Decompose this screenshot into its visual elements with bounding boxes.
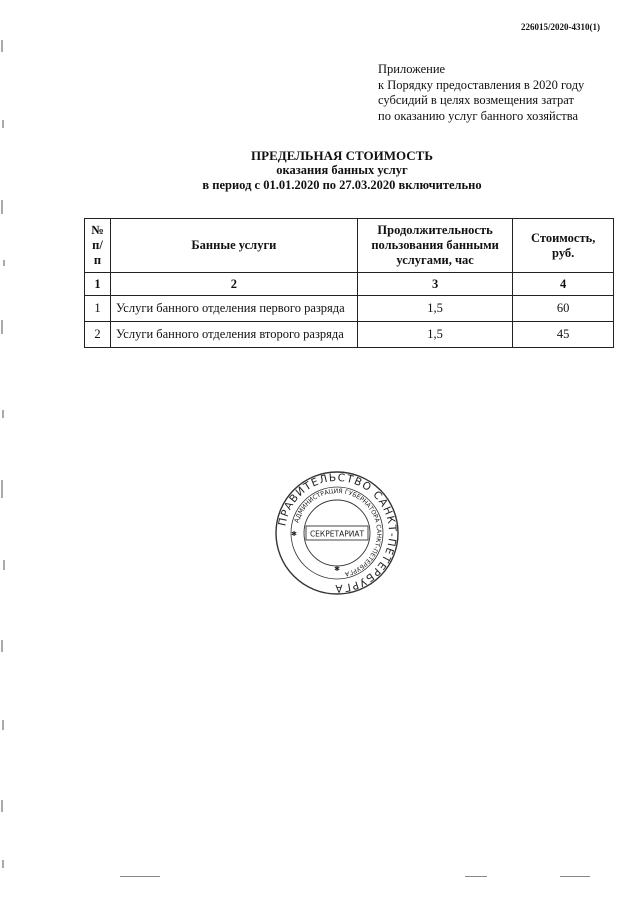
appendix-line: к Порядку предоставления в 2020 году [378, 77, 585, 92]
scan-footer-mark [560, 876, 590, 877]
svg-text:СЕКРЕТАРИАТ: СЕКРЕТАРИАТ [309, 529, 365, 539]
scan-edge-marks [0, 0, 8, 905]
title-period: в период с 01.01.2020 по 27.03.2020 включительно [202, 178, 482, 192]
appendix-line: по оказанию услуг банного хозяйства [378, 108, 579, 123]
appendix-note [378, 62, 618, 124]
table-row [85, 296, 614, 322]
duration-value: 1,5 [357, 322, 513, 348]
header-number: № п/п [85, 219, 111, 273]
column-number: 2 [110, 273, 357, 296]
appendix-line: субсидий в целях возмещения затрат [378, 93, 574, 107]
title-subtitle: оказания банных услуг [276, 163, 408, 177]
column-number: 3 [357, 273, 513, 296]
scan-footer-mark [120, 876, 160, 877]
duration-value: 1,5 [357, 296, 513, 322]
header-price: Стоимость, руб. [513, 219, 614, 273]
svg-text:✱: ✱ [334, 565, 340, 573]
official-seal [274, 470, 400, 596]
table-row [85, 322, 614, 348]
document-number: 226015/2020-4310(1) [521, 22, 600, 32]
service-name: Услуги банного отделения второго разряда [110, 322, 357, 348]
table-header-row [85, 219, 614, 273]
header-service: Банные услуги [110, 219, 357, 273]
scan-footer-mark [465, 876, 487, 877]
price-value: 60 [513, 296, 614, 322]
price-value: 45 [513, 322, 614, 348]
svg-text:✱: ✱ [291, 530, 297, 538]
row-number: 2 [85, 322, 111, 348]
column-number: 4 [513, 273, 614, 296]
column-number: 1 [85, 273, 111, 296]
document-title [0, 148, 640, 193]
column-number-row [85, 273, 614, 296]
svg-text:АДМИНИСТРАЦИЯ ГУБЕРНАТОРА САНК: АДМИНИСТРАЦИЯ ГУБЕРНАТОРА САНКТ-ПЕТЕРБУРГА [293, 487, 383, 578]
header-duration: Продолжительность пользования банными услугами, час [357, 219, 513, 273]
svg-text:ПРАВИТЕЛЬСТВО САНКТ-ПЕТЕРБУРГА: ПРАВИТЕЛЬСТВО САНКТ-ПЕТЕРБУРГА [276, 471, 399, 595]
service-name: Услуги банного отделения первого разряда [110, 296, 357, 322]
row-number: 1 [85, 296, 111, 322]
price-table [84, 218, 614, 348]
title-main: ПРЕДЕЛЬНАЯ СТОИМОСТЬ [251, 148, 433, 163]
appendix-line: Приложение [378, 62, 446, 76]
